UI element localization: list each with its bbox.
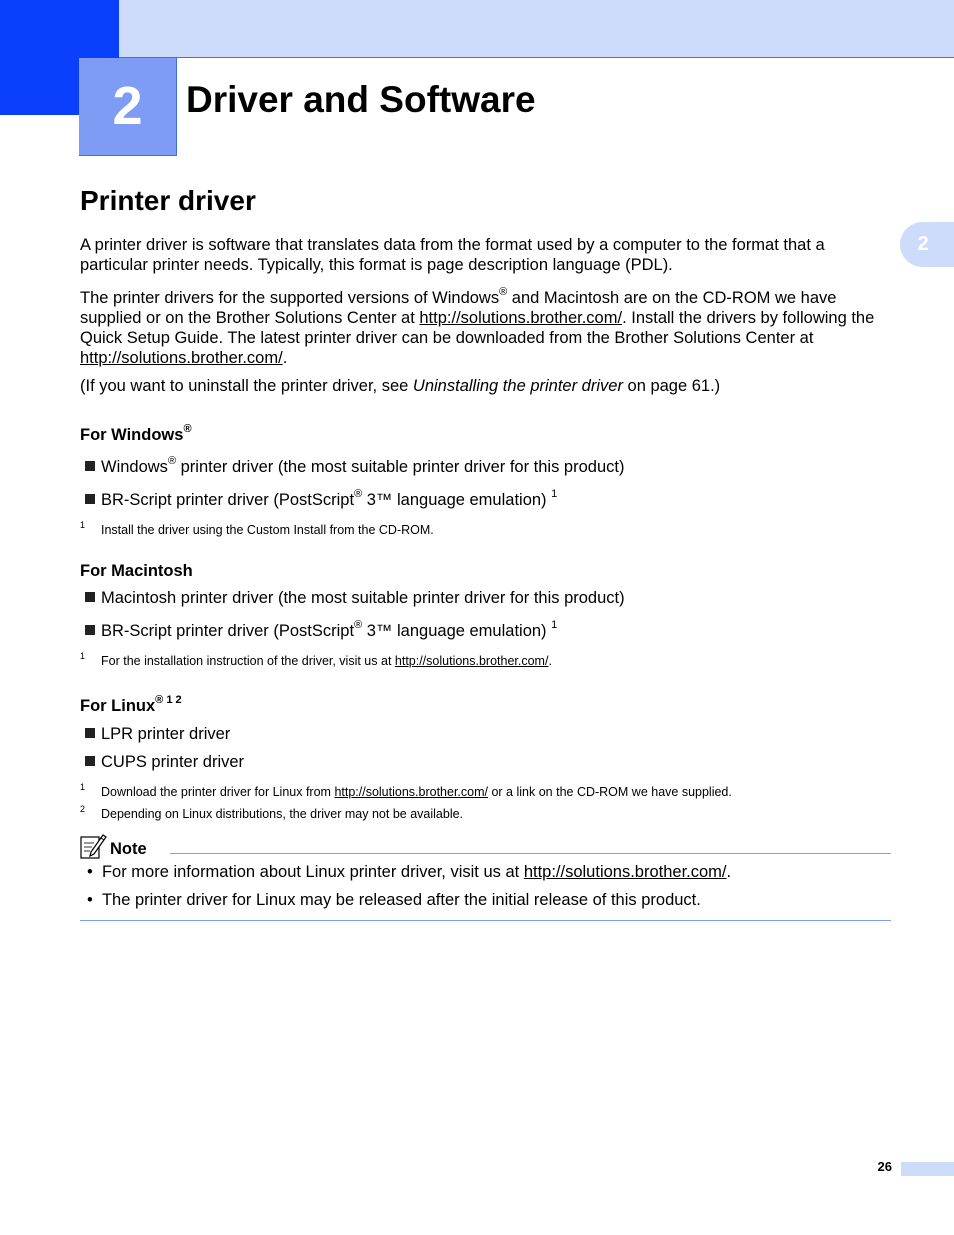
item-text: 3™ language emulation) bbox=[362, 491, 552, 509]
square-bullet-icon bbox=[85, 592, 95, 602]
p2-text-a: The printer drivers for the supported versions of Windows bbox=[80, 289, 500, 307]
note-bottom-divider bbox=[80, 920, 891, 921]
footnote-text: Depending on Linux distributions, the driver may not be available. bbox=[101, 807, 464, 821]
item-text: Windows bbox=[101, 458, 168, 476]
footnote-number: 2 bbox=[80, 804, 86, 814]
dot-bullet-icon: • bbox=[87, 891, 102, 909]
note-pencil-icon bbox=[80, 832, 107, 860]
solutions-link[interactable]: http://solutions.brother.com/ bbox=[394, 654, 549, 668]
uninstall-reference[interactable]: Uninstalling the printer driver bbox=[412, 377, 623, 395]
chapter-side-tab-number: 2 bbox=[917, 233, 929, 255]
registered-mark: ® bbox=[183, 422, 192, 435]
note-item bbox=[87, 862, 731, 882]
heading-for-windows bbox=[80, 422, 192, 445]
footnote-text bbox=[101, 653, 552, 669]
heading-for-linux bbox=[80, 693, 182, 716]
list-item bbox=[85, 454, 625, 477]
square-bullet-icon bbox=[85, 756, 95, 766]
heading-text: For Linux bbox=[80, 697, 156, 715]
p3-text-a: (If you want to uninstall the printer driver, see bbox=[80, 377, 413, 395]
heading-superscript: ® 1 2 bbox=[155, 693, 182, 706]
footnote-ref[interactable]: 1 bbox=[551, 618, 558, 631]
square-bullet-icon bbox=[85, 625, 95, 635]
item-text: CUPS printer driver bbox=[101, 753, 245, 771]
note-item bbox=[87, 890, 701, 910]
list-item bbox=[85, 487, 558, 510]
item-text: printer driver (the most suitable printer driver for this product) bbox=[176, 458, 625, 476]
footnote-ref[interactable]: 1 bbox=[551, 487, 558, 500]
heading-text: For Windows bbox=[80, 426, 184, 444]
solutions-link[interactable]: http://solutions.brother.com/ bbox=[419, 309, 623, 327]
item-text: BR-Script printer driver (PostScript bbox=[101, 622, 355, 640]
square-bullet-icon bbox=[85, 494, 95, 504]
note-text: . bbox=[726, 863, 732, 881]
dot-bullet-icon: • bbox=[87, 863, 102, 881]
registered-mark: ® bbox=[167, 454, 177, 467]
note-text: The printer driver for Linux may be released after the initial release of this product. bbox=[101, 891, 701, 909]
registered-mark: ® bbox=[354, 487, 363, 500]
solutions-link[interactable]: http://solutions.brother.com/ bbox=[80, 349, 283, 367]
page-number: 26 bbox=[877, 1159, 892, 1174]
paragraph-uninstall bbox=[80, 376, 895, 396]
chapter-title: Driver and Software bbox=[186, 79, 536, 120]
footnote-text-part: For the installation instruction of the driver, visit us at bbox=[101, 654, 395, 668]
square-bullet-icon bbox=[85, 728, 95, 738]
solutions-link[interactable]: http://solutions.brother.com/ bbox=[523, 863, 727, 881]
item-text: 3™ language emulation) bbox=[362, 622, 552, 640]
footnote-text-part: Download the printer driver for Linux from bbox=[101, 785, 335, 799]
item-text: Macintosh printer driver (the most suitable printer driver for this product) bbox=[101, 589, 625, 607]
paragraph-intro: A printer driver is software that translates data from the format used by a computer to the format that a particular printer needs. Typically, this format is page description language (PDL). bbox=[80, 236, 825, 274]
note-text: For more information about Linux printer driver, visit us at bbox=[101, 863, 524, 881]
list-item bbox=[85, 588, 625, 608]
list-item bbox=[85, 752, 244, 772]
footnote-number: 1 bbox=[80, 520, 86, 530]
note-label: Note bbox=[110, 840, 147, 858]
item-text: BR-Script printer driver (PostScript bbox=[101, 491, 355, 509]
p3-text-b: on page 61.) bbox=[622, 377, 721, 395]
p2-text-c: . Install the drivers by following the Quick Setup Guide. The latest printer driver can be downloaded from the Brother Solutions Center at bbox=[80, 309, 875, 347]
footnote-number: 1 bbox=[80, 651, 86, 661]
list-item bbox=[85, 724, 230, 744]
footnote-number: 1 bbox=[80, 782, 86, 792]
chapter-number: 2 bbox=[112, 76, 143, 136]
list-item bbox=[85, 618, 558, 641]
p2-text-d: . bbox=[282, 349, 288, 367]
heading-for-macintosh: For Macintosh bbox=[80, 562, 193, 580]
section-title: Printer driver bbox=[80, 185, 256, 216]
registered-mark: ® bbox=[499, 285, 508, 298]
paragraph-drivers-location bbox=[80, 285, 895, 368]
footnote-text: Install the driver using the Custom Install from the CD-ROM. bbox=[101, 523, 434, 537]
footnote-text bbox=[101, 784, 732, 800]
item-text: LPR printer driver bbox=[101, 725, 231, 743]
header-band bbox=[118, 0, 954, 58]
square-bullet-icon bbox=[85, 461, 95, 471]
solutions-link[interactable]: http://solutions.brother.com/ bbox=[334, 785, 488, 799]
footnote-text-part: . bbox=[548, 654, 552, 668]
note-divider bbox=[170, 853, 891, 854]
footer-bar bbox=[901, 1162, 954, 1176]
p2-text-b: and Macintosh are on the CD-ROM we have supplied or on the Brother Solutions Center at bbox=[80, 289, 837, 327]
registered-mark: ® bbox=[354, 618, 363, 631]
footnote-text-part: or a link on the CD-ROM we have supplied. bbox=[488, 785, 732, 799]
